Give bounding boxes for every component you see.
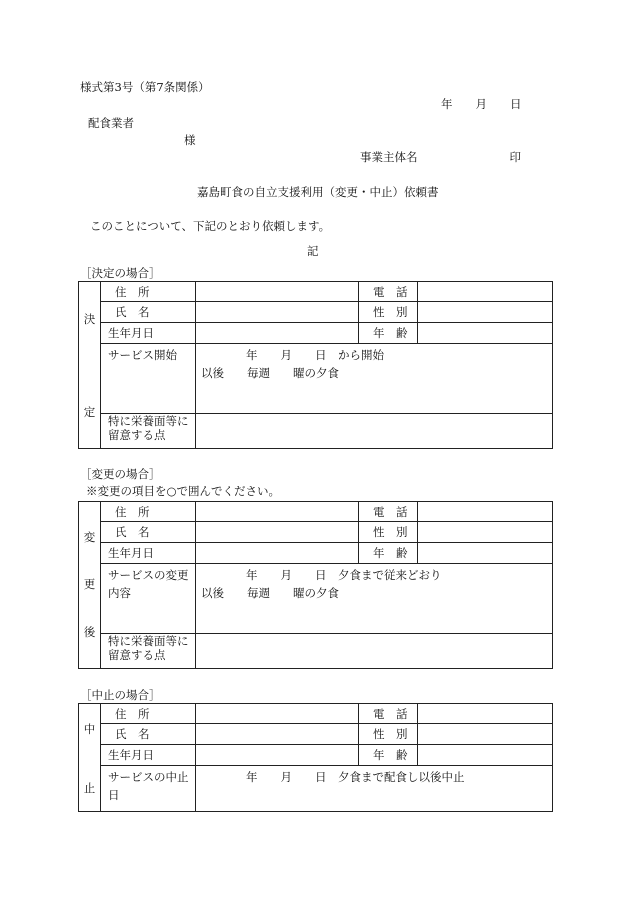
recipient-label: 配食業者 [88, 116, 134, 130]
service-field[interactable]: 年 月 日 から開始 以後 毎週 曜の夕食 [196, 344, 553, 414]
cancel-heading: ［中止の場合］ [80, 688, 161, 702]
phone-field[interactable] [418, 282, 553, 302]
name-field[interactable] [196, 724, 359, 745]
birth-field[interactable] [196, 745, 359, 766]
phone-field[interactable] [418, 704, 553, 724]
service-label: サービスの変更 内容 [101, 564, 196, 634]
gender-label: 性 別 [359, 302, 418, 323]
change-table [78, 501, 553, 669]
address-field[interactable] [196, 282, 359, 302]
cancel-table [78, 703, 553, 812]
birth-label: 生年月日 [101, 543, 196, 564]
name-label: 氏 名 [101, 724, 196, 745]
document-title: 嘉島町食の自立支援利用（変更・中止）依頼書 [197, 185, 439, 199]
age-field[interactable] [418, 323, 553, 344]
age-label: 年 齢 [359, 543, 418, 564]
address-label: 住 所 [101, 282, 196, 302]
birth-label: 生年月日 [101, 745, 196, 766]
address-label: 住 所 [101, 704, 196, 724]
address-field[interactable] [196, 502, 359, 522]
age-label: 年 齢 [359, 323, 418, 344]
note-label: 特に栄養面等に 留意する点 [101, 634, 196, 669]
honorific-label: 様 [184, 133, 196, 147]
name-label: 氏 名 [101, 302, 196, 323]
age-field[interactable] [418, 745, 553, 766]
form-number: 様式第3号（第7条関係） [80, 80, 210, 94]
change-instruction: ※変更の項目を○で囲んでください。 [86, 484, 281, 498]
name-field[interactable] [196, 302, 359, 323]
birth-field[interactable] [196, 323, 359, 344]
decision-table [78, 281, 553, 449]
ki-label: 記 [307, 244, 319, 258]
age-label: 年 齢 [359, 745, 418, 766]
gender-label: 性 別 [359, 522, 418, 543]
change-side-label: 変 更 後 [79, 502, 101, 669]
name-label: 氏 名 [101, 522, 196, 543]
note-label: 特に栄養面等に 留意する点 [101, 414, 196, 449]
name-field[interactable] [196, 522, 359, 543]
phone-field[interactable] [418, 502, 553, 522]
address-label: 住 所 [101, 502, 196, 522]
phone-label: 電 話 [359, 704, 418, 724]
change-heading: ［変更の場合］ [80, 467, 161, 481]
service-field[interactable]: 年 月 日 夕食まで従来どおり 以後 毎週 曜の夕食 [196, 564, 553, 634]
gender-field[interactable] [418, 302, 553, 323]
address-field[interactable] [196, 704, 359, 724]
date-line: 年 月 日 [441, 97, 522, 111]
applicant-label: 事業主体名 印 [360, 150, 521, 164]
birth-field[interactable] [196, 543, 359, 564]
gender-field[interactable] [418, 522, 553, 543]
phone-label: 電 話 [359, 502, 418, 522]
service-label: サービスの中止 日 [101, 766, 196, 812]
age-field[interactable] [418, 543, 553, 564]
note-field[interactable] [196, 634, 553, 669]
decision-heading: ［決定の場合］ [80, 266, 161, 280]
gender-label: 性 別 [359, 724, 418, 745]
birth-label: 生年月日 [101, 323, 196, 344]
phone-label: 電 話 [359, 282, 418, 302]
note-field[interactable] [196, 414, 553, 449]
intro-text: このことについて、下記のとおり依頼します。 [90, 219, 331, 233]
service-label: サービス開始 [101, 344, 196, 414]
decision-side-label: 決 定 [79, 282, 101, 449]
service-field[interactable]: 年 月 日 夕食まで配食し以後中止 [196, 766, 553, 812]
gender-field[interactable] [418, 724, 553, 745]
cancel-side-label: 中 止 [79, 704, 101, 812]
